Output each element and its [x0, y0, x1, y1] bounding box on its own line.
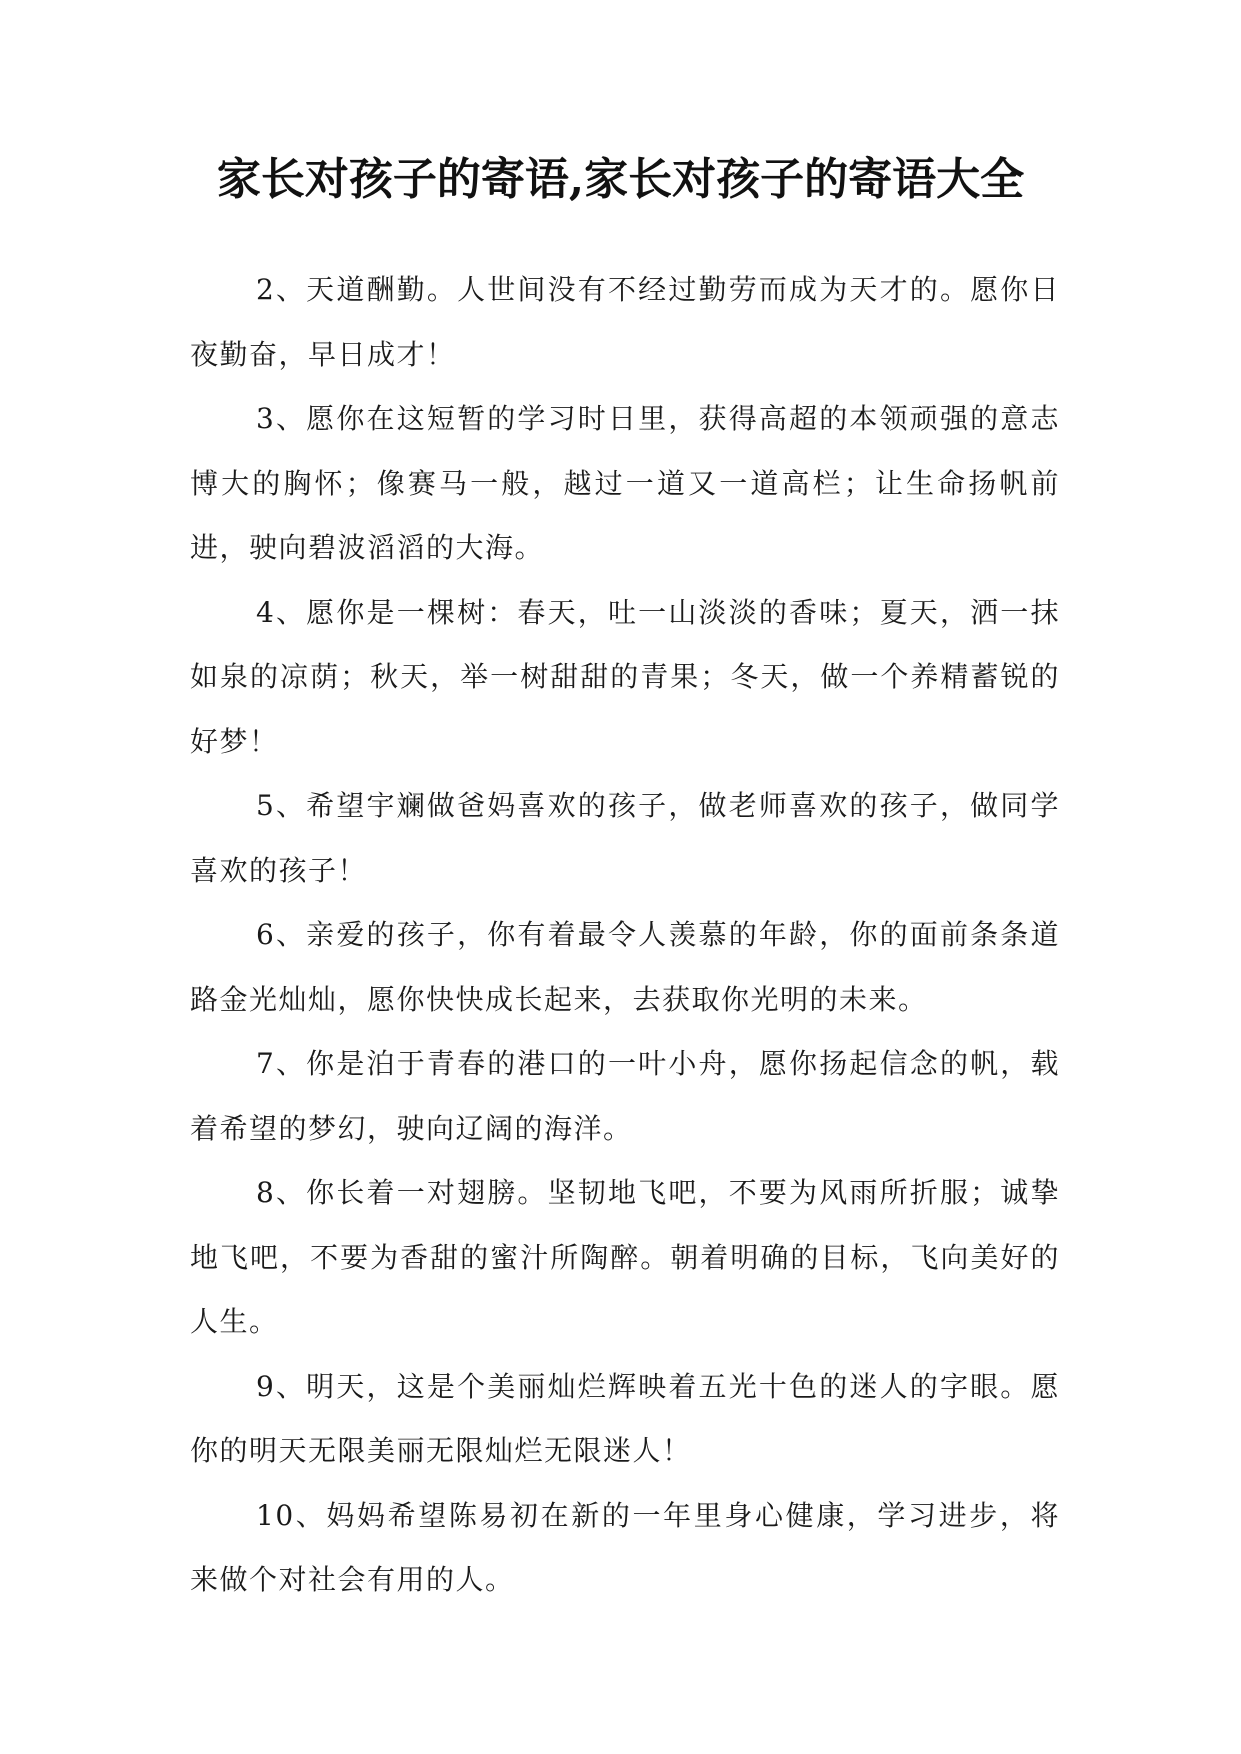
document-body	[190, 258, 1060, 1613]
paragraph-10: 10、妈妈希望陈易初在新的一年里身心健康，学习进步，将来做个对社会有用的人。	[190, 1498, 1060, 1596]
paragraph-5: 5、希望宇斓做爸妈喜欢的孩子，做老师喜欢的孩子，做同学喜欢的孩子！	[190, 789, 1060, 887]
page-title: 家长对孩子的寄语,家长对孩子的寄语大全	[216, 154, 1025, 205]
paragraph-6: 6、亲爱的孩子，你有着最令人羡慕的年龄，你的面前条条道路金光灿灿，愿你快快成长起来，去获取你光明的未来。	[190, 918, 1060, 1016]
paragraph-8: 8、你长着一对翅膀。坚韧地飞吧，不要为风雨所折服；诚挚地飞吧，不要为香甜的蜜汁所陶醉。朝着明确的目标，飞向美好的人生。	[190, 1176, 1060, 1338]
paragraph-9: 9、明天，这是个美丽灿烂辉映着五光十色的迷人的字眼。愿你的明天无限美丽无限灿烂无限迷人！	[190, 1369, 1060, 1467]
paragraph-4: 4、愿你是一棵树：春天，吐一山淡淡的香味；夏天，洒一抹如泉的凉荫；秋天，举一树甜甜的青果；冬天，做一个养精蓄锐的好梦！	[190, 595, 1060, 758]
paragraph-7: 7、你是泊于青春的港口的一叶小舟，愿你扬起信念的帆，载着希望的梦幻，驶向辽阔的海洋。	[190, 1047, 1060, 1145]
paragraph-2: 2、天道酬勤。人世间没有不经过勤劳而成为天才的。愿你日夜勤奋，早日成才！	[190, 273, 1060, 371]
paragraph-3: 3、愿你在这短暂的学习时日里，获得高超的本领顽强的意志博大的胸怀；像赛马一般，越过一道又一道高栏；让生命扬帆前进，驶向碧波滔滔的大海。	[190, 402, 1060, 564]
